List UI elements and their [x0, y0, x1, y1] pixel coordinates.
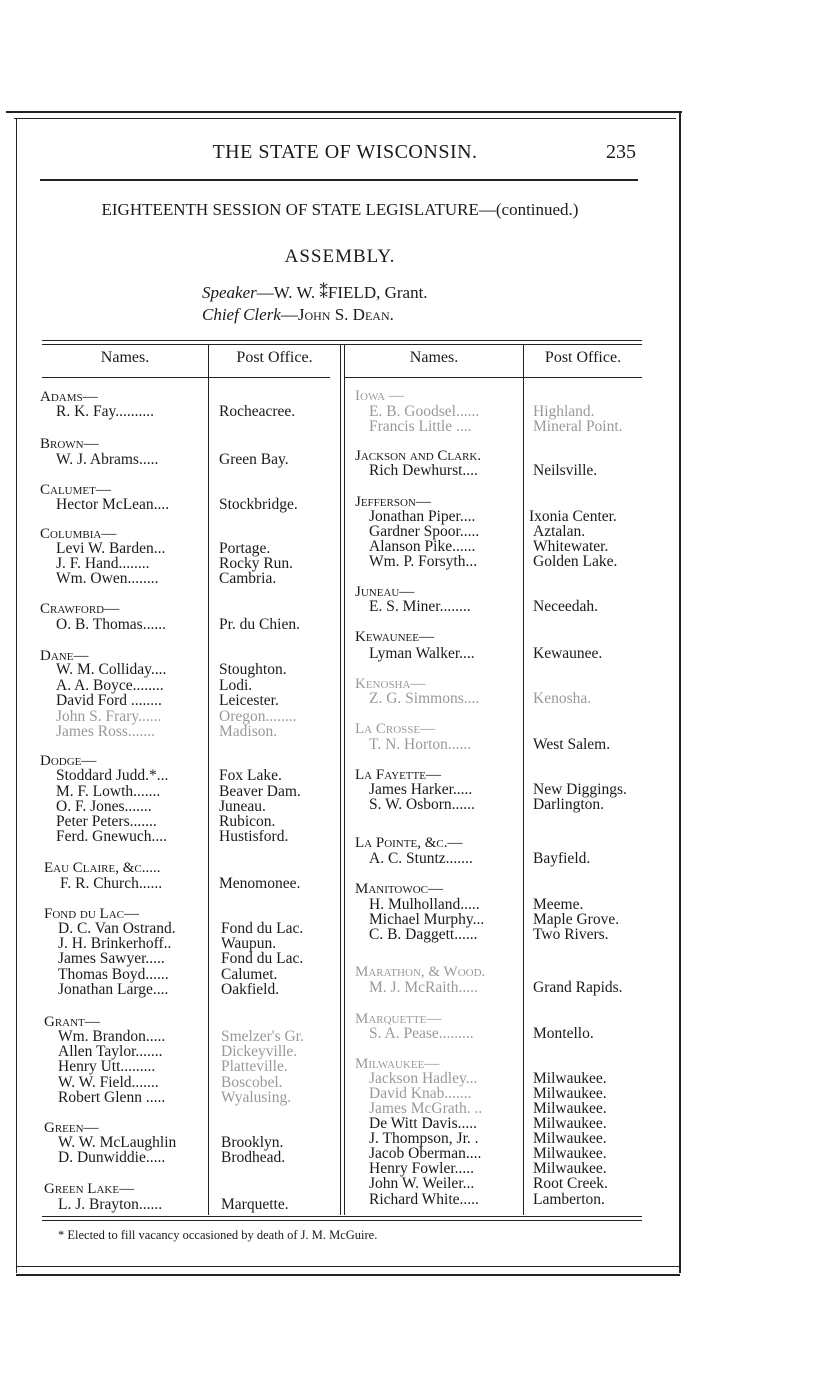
post-office: Mineral Point.: [533, 418, 623, 435]
post-office: Maple Grove.: [533, 911, 620, 928]
county-heading: Green—: [44, 1120, 99, 1136]
clerk-line: [202, 305, 394, 325]
post-office: Cambria.: [219, 570, 277, 587]
member-name: C. B. Daggett......: [369, 926, 478, 943]
member-name: O. B. Thomas......: [56, 616, 166, 633]
member-name: J. F. Hand........: [56, 555, 150, 572]
post-office: Milwaukee.: [533, 1130, 607, 1147]
member-name: S. W. Osborn......: [369, 796, 475, 813]
member-name: Levi W. Barden...: [56, 540, 166, 557]
member-name: Francis Little ....: [369, 418, 472, 435]
member-name: Robert Glenn .....: [58, 1089, 166, 1106]
post-office: Green Bay.: [219, 451, 289, 468]
table-bottom-rule-1: [42, 1216, 642, 1217]
post-office: Rubicon.: [219, 813, 276, 830]
member-name: O. F. Jones.......: [56, 798, 152, 815]
member-name: Wm. P. Forsyth...: [369, 553, 478, 570]
post-office: Meeme.: [533, 896, 584, 913]
post-office: Menomonee.: [219, 875, 301, 892]
col-head-left-office: Post Office.: [236, 349, 313, 366]
session-title: EIGHTEENTH SESSION OF STATE LEGISLATURE—(continued.): [101, 200, 579, 219]
county-heading: Jefferson—: [355, 494, 431, 510]
member-name: John S. Frary......: [56, 708, 162, 725]
post-office: Milwaukee.: [533, 1160, 607, 1177]
member-name: T. N. Horton......: [369, 736, 472, 753]
member-name: L. J. Brayton......: [58, 1196, 163, 1213]
county-heading: Iowa —: [355, 388, 404, 404]
member-name: D. Dunwiddie.....: [58, 1149, 166, 1166]
post-office: West Salem.: [533, 736, 611, 753]
post-office: Kewaunee.: [533, 645, 603, 662]
county-heading: Milwaukee—: [355, 1056, 440, 1072]
member-name: James Sawyer.....: [58, 950, 165, 967]
member-name: Peter Peters.......: [56, 813, 157, 830]
left-column-divider: [208, 345, 209, 1215]
speaker-value: —W. W. ⁑FIELD, Grant.: [256, 283, 428, 302]
post-office: Darlington.: [533, 796, 605, 813]
member-name: F. R. Church......: [60, 875, 163, 892]
frame-bottom-inner: [16, 1266, 680, 1267]
county-heading: Marquette—: [355, 1011, 442, 1027]
member-name: Alanson Pike......: [369, 538, 476, 555]
post-office: Milwaukee.: [533, 1085, 607, 1102]
member-name: Jacob Oberman....: [369, 1145, 482, 1162]
post-office: Bayfield.: [533, 850, 591, 867]
post-office: Portage.: [219, 540, 271, 557]
post-office: Highland.: [533, 403, 595, 420]
post-office: Whitewater.: [533, 538, 609, 555]
post-office: Lodi.: [219, 677, 253, 694]
county-heading: Green Lake—: [44, 1181, 135, 1197]
member-name: Thomas Boyd......: [58, 966, 169, 983]
post-office: Aztalan.: [533, 523, 586, 540]
member-name: David Ford ........: [56, 692, 162, 709]
member-name: Hector McLean....: [56, 496, 170, 513]
clerk-label: Chief Clerk: [202, 305, 281, 324]
post-office: Kenosha.: [533, 690, 592, 707]
county-heading: Juneau—: [355, 584, 415, 600]
member-name: A. C. Stuntz.......: [369, 850, 473, 867]
post-office: Beaver Dam.: [219, 783, 301, 800]
post-office: Golden Lake.: [533, 553, 618, 570]
member-name: Rich Dewhurst....: [369, 462, 478, 479]
member-name: Richard White.....: [369, 1191, 479, 1208]
center-divider-2: [344, 345, 345, 1215]
post-office: Hustisford.: [219, 828, 289, 845]
county-heading: Manitowoc—: [355, 881, 444, 897]
county-heading: Dodge—: [40, 753, 97, 769]
post-office: Fond du Lac.: [221, 950, 304, 967]
county-heading: Fond du Lac—: [44, 906, 140, 922]
post-office: Milwaukee.: [533, 1070, 607, 1087]
member-name: James McGrath. ..: [369, 1100, 483, 1117]
post-office: Ixonia Center.: [529, 508, 617, 525]
post-office: Dickeyville.: [221, 1043, 298, 1060]
table-bottom-rule-2: [42, 1220, 642, 1221]
county-heading: Brown—: [40, 436, 99, 452]
county-heading: La Fayette—: [355, 767, 441, 783]
member-name: J. H. Brinkerhoff..: [58, 935, 172, 952]
county-heading: Crawford—: [40, 601, 120, 617]
member-name: Michael Murphy...: [369, 911, 485, 928]
post-office: Fox Lake.: [219, 767, 282, 784]
post-office: Leicester.: [219, 692, 279, 709]
member-name: H. Mulholland.....: [369, 896, 480, 913]
post-office: Neilsville.: [533, 462, 598, 479]
table-header-rule-right: [344, 377, 642, 378]
county-heading: Dane—: [40, 648, 89, 664]
post-office: Brooklyn.: [221, 1134, 284, 1151]
post-office: Milwaukee.: [533, 1100, 607, 1117]
member-name: Jonathan Large....: [58, 981, 169, 998]
post-office: Rocheacree.: [219, 403, 296, 420]
member-name: De Witt Davis.....: [369, 1115, 478, 1132]
post-office: Smelzer's Gr.: [221, 1028, 304, 1045]
post-office: Neceedah.: [533, 598, 598, 615]
member-name: W. M. Colliday....: [56, 661, 167, 678]
member-name: Lyman Walker....: [369, 645, 475, 662]
chamber-heading: ASSEMBLY.: [284, 246, 396, 267]
inner-frame-top: [14, 118, 676, 119]
member-name: Z. G. Simmons....: [369, 690, 480, 707]
member-name: A. A. Boyce........: [56, 677, 164, 694]
speaker-label: Speaker: [202, 283, 257, 302]
col-head-right-office: Post Office.: [544, 349, 622, 366]
member-name: Wm. Owen........: [56, 570, 159, 587]
post-office: Lamberton.: [533, 1191, 605, 1208]
member-name: Jackson Hadley...: [369, 1070, 478, 1087]
member-name: Henry Utt.........: [58, 1058, 156, 1075]
post-office: Rocky Run.: [219, 555, 294, 572]
post-office: Oregon........: [219, 708, 297, 725]
center-divider-1: [340, 345, 341, 1215]
member-name: J. Thompson, Jr. .: [369, 1130, 479, 1147]
post-office: Juneau.: [219, 798, 266, 815]
table-header-rule-left: [42, 377, 330, 378]
post-office: Brodhead.: [221, 1149, 286, 1166]
post-office: Fond du Lac.: [221, 920, 304, 937]
member-name: Ferd. Gnewuch....: [56, 828, 168, 845]
post-office: Waupun.: [221, 935, 277, 952]
member-name: Gardner Spoor.....: [369, 523, 480, 540]
post-office: Oakfield.: [221, 981, 280, 998]
member-name: Wm. Brandon.....: [58, 1028, 166, 1045]
member-name: Jonathan Piper....: [369, 508, 476, 525]
county-heading: La Pointe, &c.—: [355, 835, 463, 851]
post-office: Wyalusing.: [221, 1089, 292, 1106]
member-name: M. F. Lowth.......: [56, 783, 161, 800]
post-office: Two Rivers.: [533, 926, 609, 943]
member-name: Henry Fowler.....: [369, 1160, 475, 1177]
member-name: John W. Weiler...: [369, 1175, 475, 1192]
post-office: Root Creek.: [533, 1175, 608, 1192]
member-name: James Harker.....: [369, 781, 473, 798]
member-name: David Knab.......: [369, 1085, 472, 1102]
col-head-right-names: Names.: [409, 349, 459, 366]
county-heading: Jackson and Clark.: [355, 448, 482, 464]
county-heading: Adams—: [40, 389, 98, 405]
post-office: Milwaukee.: [533, 1115, 607, 1132]
county-heading: Calumet—: [40, 482, 111, 498]
speaker-line: [202, 283, 428, 303]
post-office: Stoughton.: [219, 661, 287, 678]
post-office: Boscobel.: [221, 1074, 283, 1091]
right-column-divider: [523, 345, 524, 1215]
post-office: Grand Rapids.: [533, 979, 623, 996]
header-rule: [40, 179, 638, 181]
county-heading: Marathon, & Wood.: [355, 964, 486, 980]
outer-frame-top: [6, 111, 682, 113]
frame-bottom-outer: [16, 1274, 680, 1276]
member-name: S. A. Pease.........: [369, 1025, 474, 1042]
post-office: New Diggings.: [533, 781, 627, 798]
col-head-left-names: Names.: [100, 349, 150, 366]
member-name: W. W. Field.......: [58, 1074, 159, 1091]
member-name: D. C. Van Ostrand.: [58, 920, 176, 937]
clerk-value: —John S. Dean.: [280, 305, 394, 324]
county-heading: Eau Claire, &c.....: [44, 860, 161, 876]
member-name: Allen Taylor.......: [58, 1043, 163, 1060]
post-office: Montello.: [533, 1025, 594, 1042]
member-name: W. W. McLaughlin: [58, 1134, 177, 1151]
member-name: E. B. Goodsel......: [369, 403, 480, 420]
page-number: 235: [606, 141, 636, 163]
post-office: Madison.: [219, 723, 278, 740]
member-name: M. J. McRaith.....: [369, 979, 478, 996]
member-name: Stoddard Judd.*...: [56, 767, 169, 784]
post-office: Platteville.: [221, 1058, 288, 1075]
table-top-rule-2: [42, 344, 642, 345]
post-office: Marquette.: [221, 1196, 289, 1213]
running-head-title: THE STATE OF WISCONSIN.: [212, 141, 478, 163]
county-heading: Kewaunee—: [355, 629, 434, 645]
county-heading: Kenosha—: [355, 676, 426, 692]
footnote: * Elected to fill vacancy occasioned by death of J. M. McGuire.: [58, 1228, 378, 1242]
table-top-rule-1: [42, 340, 642, 341]
county-heading: Grant—: [44, 1014, 100, 1030]
post-office: Milwaukee.: [533, 1145, 607, 1162]
county-heading: Columbia—: [40, 526, 117, 542]
frame-left: [16, 118, 17, 1273]
post-office: Pr. du Chien.: [219, 616, 300, 633]
county-heading: La Crosse—: [355, 721, 436, 737]
member-name: W. J. Abrams.....: [56, 451, 159, 468]
member-name: James Ross.......: [56, 723, 156, 740]
post-office: Stockbridge.: [219, 496, 298, 513]
member-name: R. K. Fay..........: [56, 403, 155, 420]
member-name: E. S. Miner........: [369, 598, 471, 615]
post-office: Calumet.: [221, 966, 278, 983]
frame-right: [679, 113, 681, 1273]
